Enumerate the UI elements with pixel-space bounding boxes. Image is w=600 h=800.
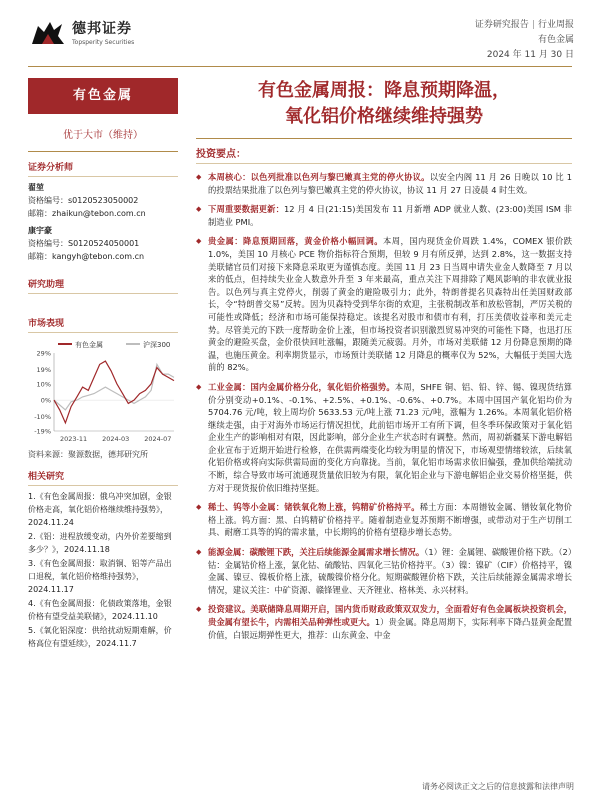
market-title: 市场表现	[28, 316, 178, 333]
key-point-heading: 本周核心：以色列批准以色列与黎巴嫩真主党的停火协议。	[208, 172, 430, 182]
key-point-body: 1）贵金属。降息周期下，实际利率下降凸显黄金配置价值，白银远期弹性更大，推荐：山东黄金、中金	[208, 617, 572, 640]
y-tick-label: 19%	[36, 365, 51, 374]
y-tick-label: -10%	[34, 412, 51, 421]
key-point-heading: 下周重要数据更新：	[208, 204, 285, 215]
key-points-title: 投资要点：	[196, 145, 572, 164]
y-tick-label: 10%	[36, 380, 51, 389]
report-date: 2024 年 11 月 30 日	[486, 50, 574, 60]
key-point-precious	[196, 235, 572, 374]
analyst-2	[28, 224, 178, 263]
key-point-body: 以安全内阁 11 月 26 日晚以 10 比 1 的投票结果批准了以色列与黎巴嫩真主党的停火协议，协议 11 月 27 日凌晨 4 时生效。	[208, 172, 572, 195]
report-title	[196, 78, 572, 130]
key-point-minor	[196, 501, 572, 539]
brand-name-en: Topsperity Securities	[72, 39, 135, 46]
key-point-core	[196, 171, 572, 196]
assistant-title: 研究助理	[28, 277, 178, 294]
related-item[interactable]: 2.《铝：进程放缓变动，内外价差要缩到多少？》，2024.11.18	[28, 532, 172, 554]
email-label: 邮箱：	[28, 252, 52, 261]
main-content	[196, 78, 572, 641]
key-point-body: （1）锂：金属锂、碳酸锂价格下跌。（2）钴：金属钴价格上涨，氯化钴、硫酸钴、四氧化三钴价格持平。（3）镍：镍矿（CIF）价格持平，镍金属、镍豆、镍板价格上涨，硫酸镍价格分化。短期碳酸锂价格下跌，关注后续能源金属需求增长情况，建议关注：中矿资源、赣锋锂业、天齐锂业、格林美、永兴材料。	[208, 547, 572, 595]
cert-number: S0120524050001	[68, 239, 140, 248]
report-sector: 有色金属	[537, 35, 574, 45]
key-point-body: 12 月 4 日(21:15)美国发布 11 月新增 ADP 就业人数、(23:00)美国 ISM 非制造业 PMI。	[208, 204, 572, 227]
cert-label: 资格编号：	[28, 196, 68, 205]
legend-label: 有色金属	[75, 341, 103, 349]
key-point-body: 稀土方面：本周镨钕金属、镨钕氧化物价格上涨。钨方面：黑、白钨精矿价格持平。随着制造业复苏预期不断增强，或带动对于生产切削工具、耐磨工具等的钨的需求量，中长期钨的价格有望稳步增长态势。	[208, 502, 572, 538]
related-item[interactable]: 1.《有色金属周报：俄乌冲突加剧，金银价格走高，氧化铝价格继续维持强势》，2024.11.24	[28, 492, 172, 527]
analysts-title: 证券分析师	[28, 160, 178, 177]
sidebar	[28, 78, 178, 651]
chart-source: 资料来源：聚源数据，德邦研究所	[28, 450, 148, 459]
related-item[interactable]: 4.《有色金属周报：化债政策落地，金银价格有望受益美联储》，2024.11.10	[28, 599, 172, 621]
bull-logo-icon	[28, 18, 68, 48]
footer-disclaimer: 请务必阅读正文之后的信息披露和法律声明	[422, 782, 574, 791]
top-divider	[28, 66, 572, 67]
x-tick-label: 2023-11	[60, 435, 88, 443]
rating-divider	[28, 151, 178, 152]
related-list	[28, 490, 178, 650]
analyst-1	[28, 181, 178, 220]
x-tick-label: 2024-03	[102, 435, 130, 443]
title-line-2: 氧化铝价格继续维持强势	[285, 106, 483, 127]
key-point-heading: 投资建议。美联储降息周期开启，国内货币财政政策双双发力，全面看好有色金属板块投资机会，贵金属有望长牛，内需相关品种弹性或更大。	[208, 604, 572, 627]
key-point-heading: 工业金属：国内金属价格分化，氧化铝价格强势。	[208, 381, 395, 392]
report-category: 行业周报	[537, 20, 574, 30]
key-point-data	[196, 203, 572, 228]
x-tick-label: 2024-07	[144, 435, 172, 443]
key-point-investment	[196, 603, 572, 641]
related-item[interactable]: 3.《有色金属周报：取消铜、铝等产品出口退税，氧化铝价格维持强势》，2024.11.17	[28, 559, 172, 594]
key-point-industrial	[196, 381, 572, 494]
title-line-1: 有色金属周报：降息预期降温，	[258, 80, 510, 101]
analyst-name: 康宇豪	[28, 226, 52, 235]
y-tick-label: 0%	[40, 396, 51, 405]
key-point-heading: 贵金属：降息预期回落，黄金价格小幅回调。	[208, 236, 384, 247]
title-divider	[196, 138, 572, 139]
y-tick-label: 29%	[36, 349, 51, 358]
report-header: 证券研究报告 | 行业周报 有色金属 2024 年 11 月 30 日	[475, 18, 574, 63]
brand-block	[28, 18, 134, 48]
analyst-email-link[interactable]: zhaikun@tebon.com.cn	[52, 209, 146, 218]
market-chart	[28, 337, 178, 447]
cert-label: 资格编号：	[28, 239, 68, 248]
market-chart-svg	[28, 337, 178, 447]
report-type: 证券研究报告	[474, 20, 529, 30]
key-point-heading: 稀土、钨等小金属：锗铁氧化物上涨，钨精矿价格持平。	[208, 502, 420, 513]
email-label: 邮箱：	[28, 209, 52, 218]
analyst-email-link[interactable]: kangyh@tebon.com.cn	[52, 252, 145, 261]
related-title: 相关研究	[28, 469, 178, 486]
rating: 优于大市（维持）	[63, 130, 143, 141]
sector-label: 有色金属	[28, 78, 178, 114]
key-point-energy	[196, 546, 572, 596]
analyst-name: 翟堃	[28, 183, 44, 192]
key-point-body: 本周，国内现货金价周跌 1.4%，COMEX 银价跌 1.0%，美国 10 月核心 PCE 物价指标符合预期，但较 9 月有所反弹，达到 2.8%，这一数据支持美联储官员们对接下来降息采取更为谨慎态度。美国 11 月 23 日当周申请失业金人数降至 7 月以来的低点，但持续失业金人数意外升至 3 年来最高，重点关注下周排除了飓风影响的非农就业报告。以色列与真主党停火，削弱了黄金的避险吸引力；此外，特朗普提名贝森特出任美国财政部长，令“特朗普交易”反转。因为贝森特受到华尔街的欢迎，主张税制改革和放松管制，严厉关税的可能性或降低；经济和市场可能保持稳定。该提名对股市和债市有利，打压美债收益率和美元走势。尽管美元的下跌一度帮助金价上涨，但市场投资者识别激烈贸易冲突的可能性下降，也迅打压黄金的避险买盘，金价很快回吐涨幅，跟随美元疲弱。月外，市场对美联储 12 月份降息预期的降温，也施压黄金。利率期货显示，市场预计美联储 12 月降息的概率仅为 52%，大幅低于美国大选前的 82%。	[208, 236, 572, 373]
y-tick-label: -19%	[34, 427, 51, 436]
brand-name-cn: 德邦证券	[72, 21, 132, 37]
related-item[interactable]: 5.《氧化铝深度：供给扰动短期难解，价格高位有望延续》，2024.11.7	[28, 626, 172, 648]
legend-label: 沪深300	[143, 341, 171, 349]
key-point-body: 本周，SHFE 铜、铝、铅、锌、锡、镍现货结算价分别变动+0.1%、-0.1%、+2.5%、+0.1%、-0.6%、+0.7%。本周中国国产氧化铝均价为 5704.76 元/吨，较上周均价 5633.53 元/吨上涨 71.23 元/吨，涨幅为 1.26%。本周氧化铝价格继续走强，由于对海外市场运行情况担忧，此前铝市场开工有所下调，但冬季环保政策对于氧化铝企业生产的影响相对有限，因此影响，部分企业生产状态时有调整。然而，周初新疆某下游电解铝企业宣布于近期开始进行检修，在供需两端变化均较为明显的情况下，市场观望情绪较浓，后续氧化铝价格或将向实际供需局面的变化方向靠拢。当前，氧化铝市场需求依旧偏强，叠加供给端扰动不断，综合导致市场可流通现货量依旧较为有限，氧化铝企业与下游电解铝企业交易价格坚挺，供方对于现货报价依旧维持坚挺。	[208, 381, 572, 493]
key-point-heading: 能源金属：碳酸锂下跌，关注后续能源金属需求增长情况。	[208, 547, 425, 558]
cert-number: s0120523050002	[68, 196, 139, 205]
